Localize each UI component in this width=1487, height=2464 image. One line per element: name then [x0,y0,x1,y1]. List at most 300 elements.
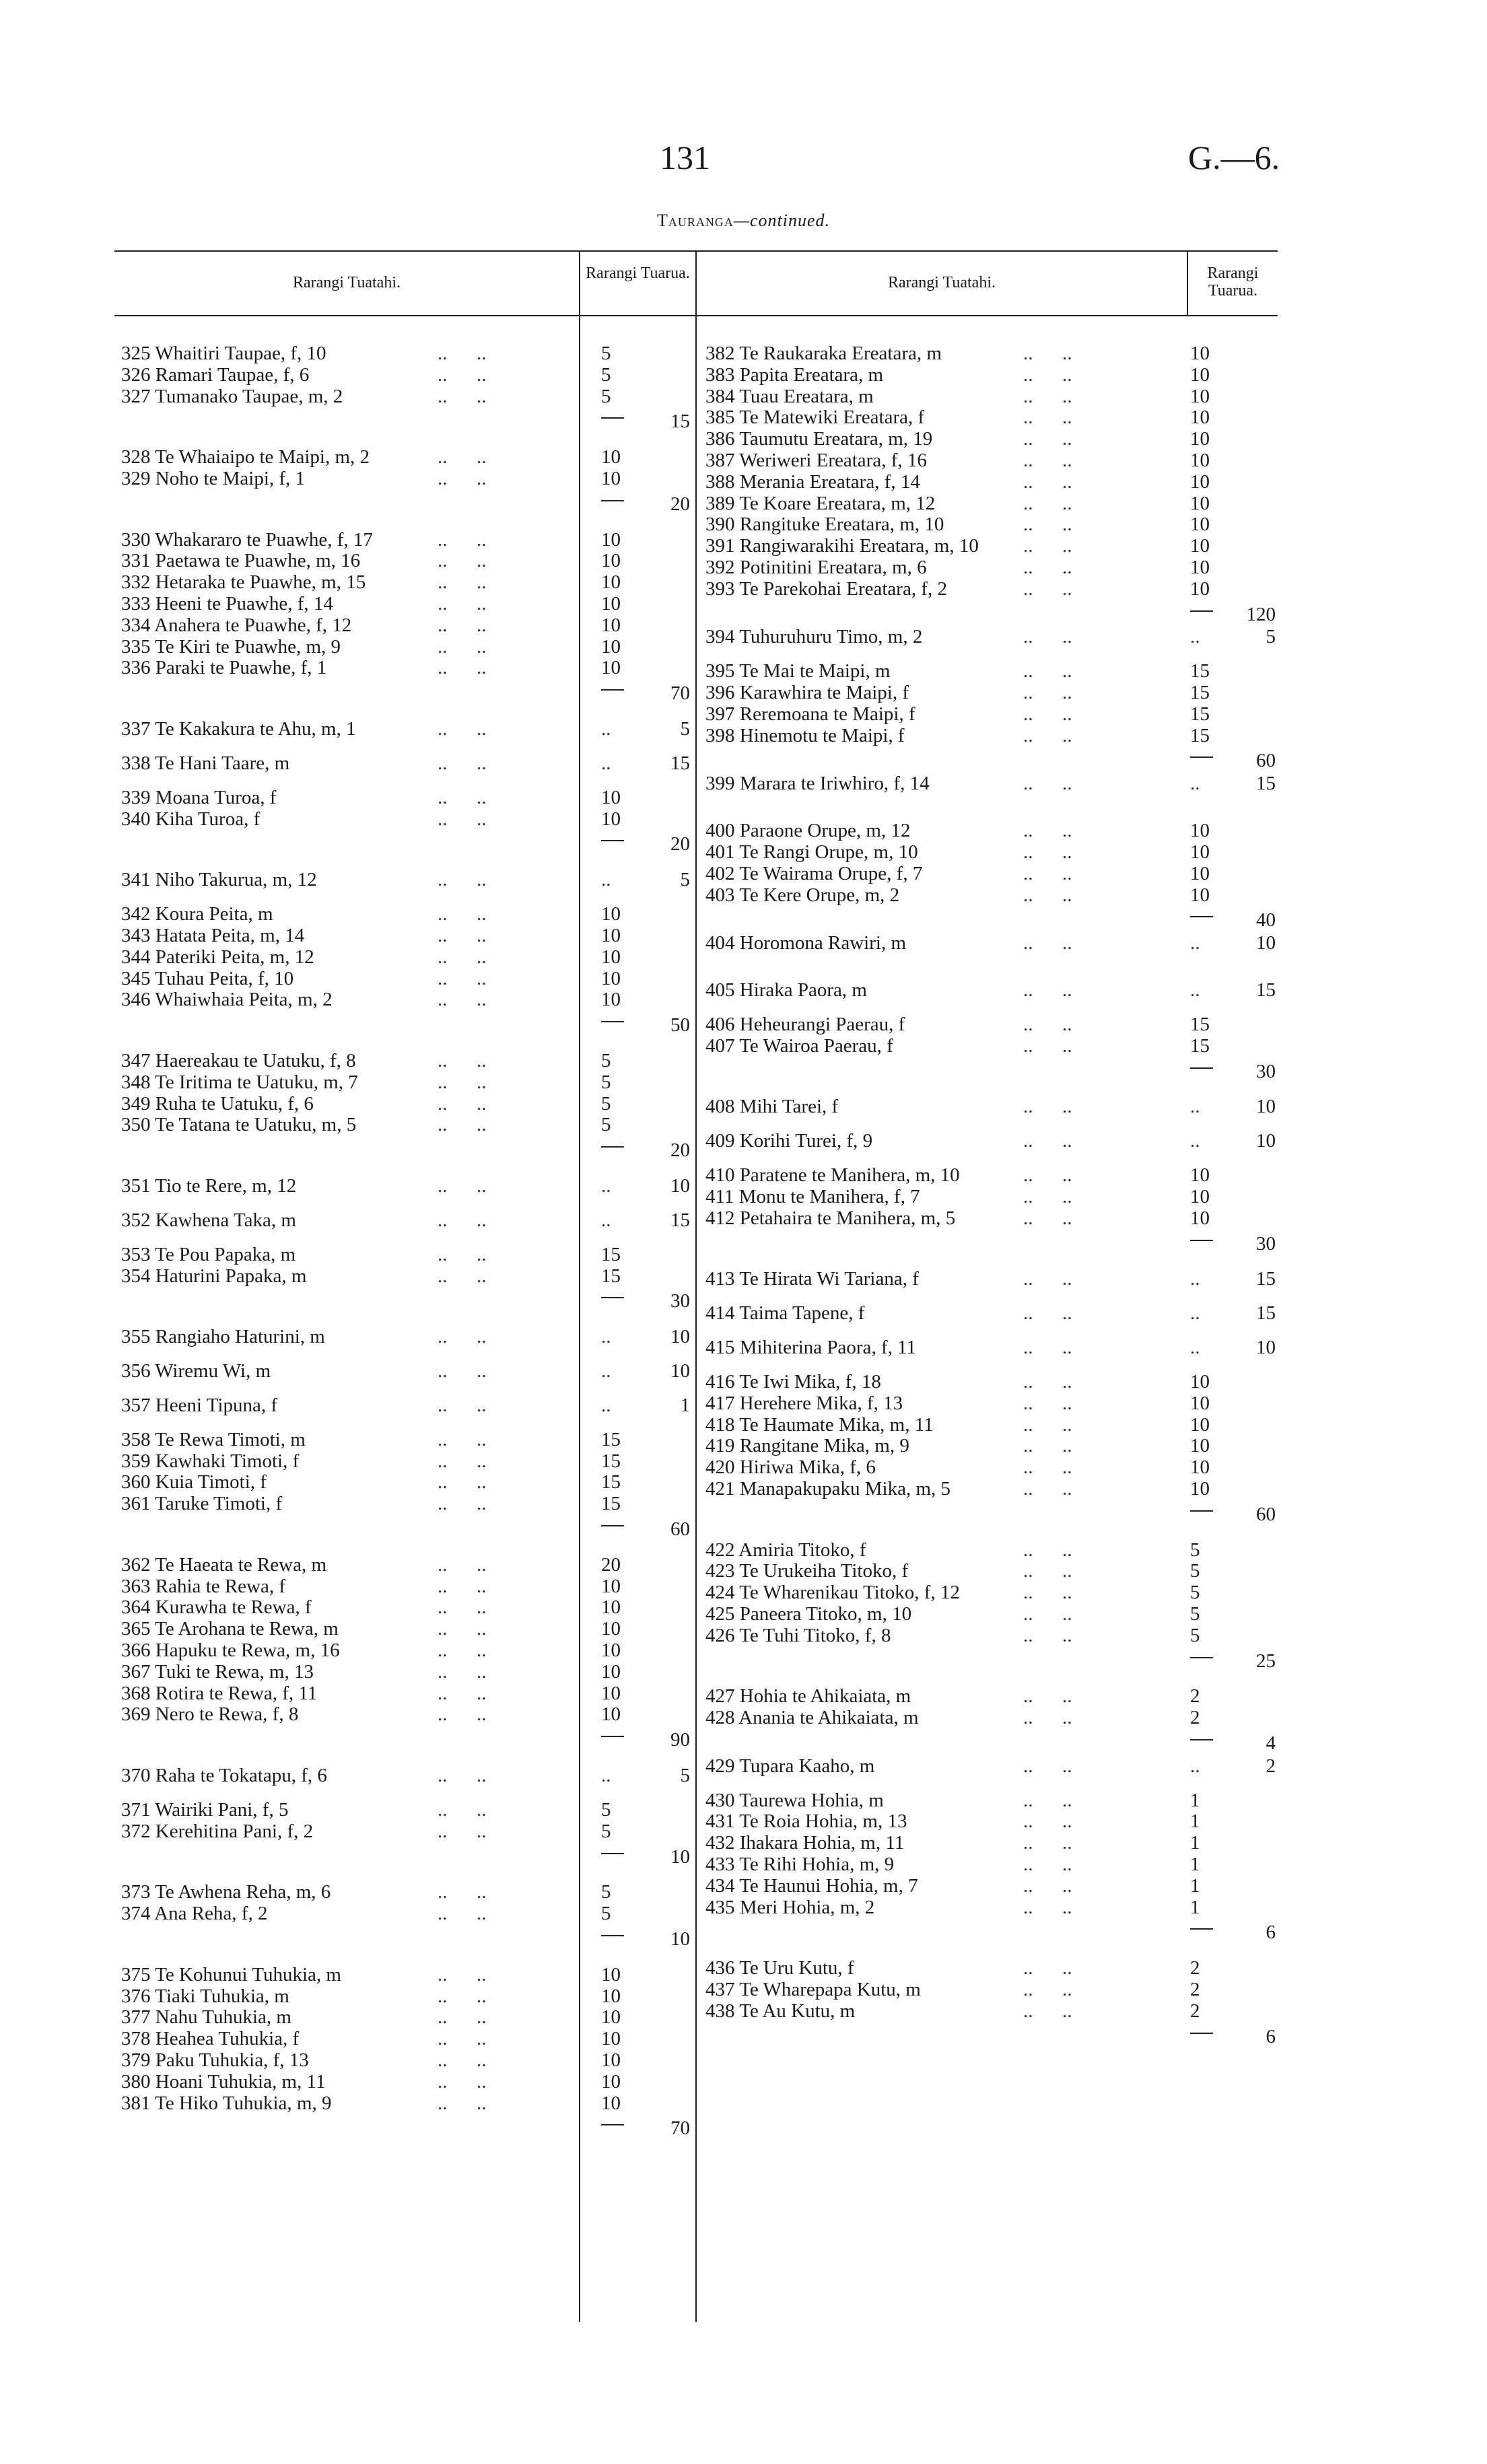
leader-dots: .. .. [1023,363,1072,386]
share-value: 10 [601,808,621,830]
leader-dots: .. .. [438,1640,487,1662]
leader-dots: .. .. [438,1450,487,1472]
leader-dots: .. .. [1023,1624,1072,1646]
share-value: 10 [1190,1413,1210,1436]
share-value: 10 [601,614,621,636]
entry-name: 399 Marara te Iriwhiro, f, 14 [705,773,930,795]
leader-dots: .. .. [1023,884,1072,906]
share-value: 10 [601,903,621,925]
share-value: 10 [601,550,621,572]
leader-dots: .. .. [438,1243,487,1265]
subtotal-value: 6 [1266,1922,1276,1944]
entry-name: 374 Ana Reha, f, 2 [121,1903,268,1925]
entry-name: 360 Kuia Timoti, f [121,1471,267,1493]
entry-name: 403 Te Kere Orupe, m, 2 [705,884,900,906]
total-value: 5 [680,1765,690,1787]
subtotal-value: 70 [670,682,690,705]
share-value: 10 [601,946,621,968]
entry-name: 438 Te Au Kutu, m [705,2000,856,2022]
leader-dots: .. .. [438,2070,487,2092]
leader-dots: .. .. [438,550,487,572]
leader-dots: .. .. [1023,1370,1072,1393]
entry-name: 392 Potinitini Ereatara, m, 6 [705,557,927,578]
subtotal-value: 120 [1246,603,1276,625]
share-value: 5 [1190,1582,1200,1604]
right-name-header: Rarangi Tuatahi. [888,274,996,291]
leader-dots: .. .. [1023,1707,1072,1729]
entry-name: 398 Hinemotu te Maipi, f [705,724,905,746]
entry-name: 394 Tuhuruhuru Timo, m, 2 [705,626,923,648]
share-value: 10 [601,1596,621,1619]
entry-name: 405 Hiraka Paora, m [705,979,867,1001]
share-value: 5 [601,1903,611,1925]
entry-name: 348 Te Iritima te Uatuku, m, 7 [121,1071,358,1093]
share-value: 15 [1190,1013,1210,1035]
subtotal-dash [1190,756,1213,758]
entry-name: 351 Tio te Rere, m, 12 [121,1175,297,1197]
share-value: 1 [1190,1896,1200,1918]
entry-name: 425 Paneera Titoko, m, 10 [705,1603,912,1625]
entry-name: 333 Heeni te Puawhe, f, 14 [121,593,333,615]
subtotal-value: 60 [1256,1503,1276,1525]
total-value: 2 [1266,1755,1276,1777]
subtotal-value: 20 [670,833,690,855]
share-value: 5 [1190,1539,1200,1561]
subtotal-dash [601,1853,624,1854]
entry-name: 387 Weriweri Ereatara, f, 16 [705,450,927,471]
leader-dots: .. .. [438,1765,487,1787]
entry-name: 389 Te Koare Ereatara, m, 12 [705,492,936,514]
entry-name: 428 Anania te Ahikaiata, m [705,1707,919,1729]
leader-dots: .. .. [1023,514,1072,536]
share-value: 2 [1190,1685,1200,1708]
column-divider-2 [695,250,697,2322]
entry-name: 340 Kiha Turoa, f [121,808,261,830]
subtotal-value: 90 [670,1729,690,1751]
leader-dots: .. .. [1023,385,1072,407]
entry-name: 346 Whaiwhaia Peita, m, 2 [121,989,333,1011]
total-value: 5 [680,869,690,891]
entry-name: 338 Te Hani Taare, m [121,752,290,774]
leader-dots: .. .. [438,869,487,891]
leader-dots: .. .. [1023,1560,1072,1582]
subtotal-dash [601,840,624,841]
entry-name: 395 Te Mai te Maipi, m [705,660,891,682]
entry-name: 332 Hetaraka te Puawhe, m, 15 [121,571,366,594]
leader-dots: .. .. [438,1071,487,1093]
share-value: 1 [1190,1810,1200,1833]
entry-name: 356 Wiremu Wi, m [121,1360,271,1382]
leader-dots: .. .. [438,1326,487,1348]
entry-name: 339 Moana Turoa, f [121,786,277,808]
entry-name: 401 Te Rangi Orupe, m, 10 [705,841,918,863]
leader-dots: .. .. [1023,932,1072,954]
entry-name: 367 Tuki te Rewa, m, 13 [121,1660,314,1683]
subtitle-place: Tauranga [656,211,734,230]
entry-name: 330 Whakararo te Puawhe, f, 17 [121,528,373,551]
share-value: 1 [1190,1789,1200,1811]
total-value: 10 [670,1175,690,1197]
leader-dots: .. .. [438,808,487,830]
total-value: 15 [1256,1302,1276,1325]
leader-dots: .. .. [1023,577,1072,600]
leader-dots: .. .. [438,989,487,1011]
leader-dots: .. .. [438,967,487,989]
leader-dots: .. [1190,979,1200,1001]
entry-name: 362 Te Haeata te Rewa, m [121,1553,327,1576]
entry-name: 379 Paku Tuhukia, f, 13 [121,2049,309,2072]
entry-name: 334 Anahera te Puawhe, f, 12 [121,614,352,636]
right-share-header: Rarangi Tuarua. [1207,265,1259,300]
leader-dots: .. .. [1023,1832,1072,1854]
entry-name: 372 Kerehitina Pani, f, 2 [121,1820,314,1842]
total-value: 10 [1256,1096,1276,1118]
share-value: 10 [1190,385,1210,407]
leader-dots: .. .. [1023,1755,1072,1777]
share-value: 10 [1190,1207,1210,1229]
share-value: 5 [601,1798,611,1821]
leader-dots: .. .. [1023,1185,1072,1207]
leader-dots: .. [601,1360,611,1382]
entry-name: 328 Te Whaiaipo te Maipi, m, 2 [121,446,370,468]
left-name-header: Rarangi Tuatahi. [293,274,401,291]
leader-dots: .. [1190,1302,1200,1325]
leader-dots: .. [1190,1268,1200,1290]
share-value: 5 [601,1881,611,1903]
leader-dots: .. .. [438,468,487,490]
leader-dots: .. .. [438,528,487,551]
share-value: 10 [601,593,621,615]
leader-dots: .. .. [1023,1013,1072,1035]
entry-name: 408 Mihi Tarei, f [705,1096,839,1118]
share-value: 10 [1190,470,1210,493]
entry-name: 370 Raha te Tokatapu, f, 6 [121,1765,327,1787]
entry-name: 396 Karawhira te Maipi, f [705,682,909,704]
leader-dots: .. .. [438,1493,487,1515]
share-value: 10 [601,635,621,658]
subtotal-value: 10 [670,1845,690,1868]
entry-name: 363 Rahia te Rewa, f [121,1575,286,1597]
share-value: 10 [601,1682,621,1704]
entry-name: 410 Paratene te Manihera, m, 10 [705,1164,960,1187]
entry-name: 431 Te Roia Hohia, m, 13 [705,1810,907,1833]
leader-dots: .. .. [438,343,487,364]
leader-dots: .. .. [1023,1477,1072,1500]
subtotal-value: 10 [670,1928,690,1950]
leader-dots: .. [601,1209,611,1231]
leader-dots: .. .. [1023,1810,1072,1833]
share-value: 5 [601,1820,611,1842]
entry-name: 371 Wairiki Pani, f, 5 [121,1798,289,1821]
leader-dots: .. .. [438,2028,487,2050]
total-value: 10 [1256,932,1276,954]
leader-dots: .. .. [1023,428,1072,450]
share-value: 15 [1190,682,1210,704]
leader-dots: .. .. [1023,626,1072,648]
share-value: 10 [601,786,621,808]
total-value: 10 [1256,1130,1276,1152]
subtotal-value: 25 [1256,1650,1276,1672]
share-value: 10 [1190,450,1210,471]
leader-dots: .. .. [438,1428,487,1450]
share-value: 15 [1190,703,1210,725]
entry-name: 373 Te Awhena Reha, m, 6 [121,1881,331,1903]
share-value: 10 [1190,557,1210,578]
subtotal-dash [601,1021,624,1022]
share-value: 10 [1190,514,1210,536]
leader-dots: .. [1190,1096,1200,1118]
share-value: 10 [601,924,621,946]
entry-name: 433 Te Rihi Hohia, m, 9 [705,1854,895,1876]
share-value: 10 [1190,884,1210,906]
subtotal-dash [601,1146,624,1148]
share-value: 10 [601,1963,621,1985]
leader-dots: .. [601,1326,611,1348]
leader-dots: .. .. [1023,1582,1072,1604]
entry-name: 409 Korihi Turei, f, 9 [705,1130,873,1152]
leader-dots: .. .. [438,786,487,808]
share-value: 10 [601,657,621,679]
total-value: 1 [680,1394,690,1416]
leader-dots: .. .. [438,593,487,615]
entry-name: 337 Te Kakakura te Ahu, m, 1 [121,718,356,740]
leader-dots: .. .. [1023,1337,1072,1359]
leader-dots: .. .. [438,1553,487,1576]
share-value: 15 [601,1265,621,1287]
share-value: 10 [1190,1477,1210,1500]
share-value: 10 [1190,1164,1210,1187]
leader-dots: .. [601,1765,611,1787]
share-value: 10 [601,446,621,468]
leader-dots: .. .. [1023,1456,1072,1479]
leader-dots: .. [1190,1755,1200,1777]
entry-name: 393 Te Parekohai Ereatara, f, 2 [705,577,947,600]
share-value: 10 [1190,820,1210,842]
subtotal-value: 4 [1266,1732,1276,1755]
entry-name: 343 Hatata Peita, m, 14 [121,924,305,946]
total-value: 15 [1256,773,1276,795]
leader-dots: .. .. [1023,1539,1072,1561]
subtotal-dash [1190,1928,1213,1930]
total-value: 15 [1256,1268,1276,1290]
entry-name: 397 Reremoana te Maipi, f [705,703,915,725]
share-value: 10 [601,571,621,594]
subtotal-dash [601,689,624,691]
leader-dots: .. .. [438,718,487,740]
leader-dots: .. [601,718,611,740]
leader-dots: .. .. [1023,1268,1072,1290]
share-value: 10 [601,528,621,551]
leader-dots: .. .. [438,1798,487,1821]
leader-dots: .. .. [438,2092,487,2114]
entry-name: 352 Kawhena Taka, m [121,1209,296,1231]
entry-name: 378 Heahea Tuhukia, f [121,2028,300,2050]
leader-dots: .. .. [438,385,487,407]
leader-dots: .. .. [438,946,487,968]
share-value: 15 [601,1428,621,1450]
leader-dots: .. .. [438,903,487,925]
leader-dots: .. .. [1023,1413,1072,1436]
entry-name: 430 Taurewa Hohia, m [705,1789,884,1811]
share-value: 10 [1190,1435,1210,1457]
entry-name: 386 Taumutu Ereatara, m, 19 [705,428,933,450]
entry-name: 435 Meri Hohia, m, 2 [705,1896,875,1918]
entry-name: 434 Te Haunui Hohia, m, 7 [705,1874,918,1897]
share-value: 15 [1190,724,1210,746]
entry-name: 390 Rangituke Ereatara, m, 10 [705,514,944,536]
entry-name: 365 Te Arohana te Rewa, m [121,1618,339,1640]
leader-dots: .. .. [438,614,487,636]
entry-name: 331 Paetawa te Puawhe, m, 16 [121,550,361,572]
leader-dots: .. .. [438,1903,487,1925]
entry-name: 437 Te Wharepapa Kutu, m [705,1979,921,2001]
entry-name: 342 Koura Peita, m [121,903,273,925]
share-value: 5 [601,385,611,407]
leader-dots: .. .. [1023,470,1072,493]
share-value: 2 [1190,2000,1200,2022]
share-value: 10 [1190,407,1210,429]
entry-name: 326 Ramari Taupae, f, 6 [121,363,310,386]
leader-dots: .. .. [438,1265,487,1287]
share-value: 10 [1190,1392,1210,1414]
leader-dots: .. [601,1175,611,1197]
page-number: 131 [660,139,710,176]
entry-name: 422 Amiria Titoko, f [705,1539,866,1561]
leader-dots: .. .. [438,1114,487,1136]
entry-name: 369 Nero te Rewa, f, 8 [121,1703,299,1726]
entry-name: 357 Heeni Tipuna, f [121,1394,277,1416]
entry-name: 361 Taruke Timoti, f [121,1493,283,1515]
share-value: 1 [1190,1832,1200,1854]
leader-dots: .. .. [438,2049,487,2072]
share-value: 10 [601,468,621,490]
leader-dots: .. .. [438,1471,487,1493]
entry-name: 325 Whaitiri Taupae, f, 10 [121,343,326,364]
share-value: 2 [1190,1979,1200,2001]
share-value: 15 [601,1450,621,1472]
leader-dots: .. .. [1023,703,1072,725]
entry-name: 381 Te Hiko Tuhukia, m, 9 [121,2092,332,2114]
leader-dots: .. .. [438,1985,487,2007]
entry-name: 423 Te Urukeiha Titoko, f [705,1560,909,1582]
share-value: 5 [601,1049,611,1071]
share-value: 10 [601,1575,621,1597]
leader-dots: .. [1190,1130,1200,1152]
subtotal-dash [601,1736,624,1737]
entry-name: 404 Horomona Rawiri, m [705,932,907,954]
share-value: 5 [1190,1560,1200,1582]
total-value: 15 [1256,979,1276,1001]
leader-dots: .. .. [438,635,487,658]
table-subtitle [0,211,1487,231]
leader-dots: .. .. [1023,1789,1072,1811]
entry-name: 406 Heheurangi Paerau, f [705,1013,905,1035]
total-value: 5 [680,718,690,740]
leader-dots: .. .. [1023,492,1072,514]
entry-name: 418 Te Haumate Mika, m, 11 [705,1413,934,1436]
subtotal-dash [1190,1510,1213,1512]
leader-dots: .. .. [1023,1034,1072,1057]
entry-name: 415 Mihiterina Paora, f, 11 [705,1337,917,1359]
leader-dots: .. .. [438,924,487,946]
leader-dots: .. .. [438,2006,487,2029]
leader-dots: .. [1190,626,1200,648]
entry-name: 382 Te Raukaraka Ereatara, m [705,343,942,364]
entry-name: 376 Tiaki Tuhukia, m [121,1985,289,2007]
share-value: 10 [1190,1370,1210,1393]
leader-dots: .. .. [438,1820,487,1842]
entry-name: 336 Paraki te Puawhe, f, 1 [121,657,327,679]
subtotal-value: 60 [670,1518,690,1541]
leader-dots: .. .. [438,752,487,774]
subtotal-dash [601,2124,624,2125]
subtotal-value: 15 [670,411,690,433]
leader-dots: .. .. [1023,535,1072,557]
entry-name: 407 Te Wairoa Paerau, f [705,1034,893,1057]
share-value: 10 [601,1660,621,1683]
subtotal-value: 40 [1256,909,1276,931]
share-value: 15 [601,1471,621,1493]
subtitle-continued: —continued. [733,211,831,230]
column-divider-1 [579,250,580,2322]
entry-name: 368 Rotira te Rewa, f, 11 [121,1682,318,1704]
leader-dots: .. .. [1023,1957,1072,1979]
leader-dots: .. .. [1023,841,1072,863]
entry-name: 384 Tuau Ereatara, m [705,385,874,407]
share-value: 5 [1190,1624,1200,1646]
entry-name: 424 Te Wharenikau Titoko, f, 12 [705,1582,960,1604]
leader-dots: .. .. [1023,1603,1072,1625]
entry-name: 341 Niho Takurua, m, 12 [121,869,317,891]
subtotal-dash [1190,1240,1213,1241]
leader-dots: .. .. [1023,1130,1072,1152]
leader-dots: .. .. [1023,660,1072,682]
leader-dots: .. .. [438,1596,487,1619]
subtotal-dash [1190,1067,1213,1069]
leader-dots: .. .. [438,1209,487,1231]
subtotal-value: 30 [670,1290,690,1312]
share-value: 10 [1190,363,1210,386]
subtotal-dash [601,1935,624,1936]
entry-name: 355 Rangiaho Haturini, m [121,1326,325,1348]
total-value: 10 [670,1360,690,1382]
share-value: 10 [601,2070,621,2092]
share-value: 10 [601,2028,621,2050]
leader-dots: .. .. [438,1618,487,1640]
entry-name: 344 Pateriki Peita, m, 12 [121,946,314,968]
subtotal-dash [1190,610,1213,612]
leader-dots: .. .. [438,1175,487,1197]
entry-name: 414 Taima Tapene, f [705,1302,865,1325]
subtotal-dash [1190,1739,1213,1740]
entry-name: 402 Te Wairama Orupe, f, 7 [705,862,923,884]
entry-name: 420 Hiriwa Mika, f, 6 [705,1456,876,1479]
entry-name: 426 Te Tuhi Titoko, f, 8 [705,1624,891,1646]
share-value: 15 [1190,1034,1210,1057]
entry-name: 411 Monu te Manihera, f, 7 [705,1185,920,1207]
leader-dots: .. .. [1023,1096,1072,1118]
entry-name: 353 Te Pou Papaka, m [121,1243,296,1265]
leader-dots: .. .. [1023,1302,1072,1325]
leader-dots: .. .. [438,446,487,468]
share-value: 1 [1190,1854,1200,1876]
leader-dots: .. .. [1023,1685,1072,1708]
leader-dots: .. .. [1023,682,1072,704]
entry-name: 421 Manapakupaku Mika, m, 5 [705,1477,951,1500]
leader-dots: .. .. [1023,862,1072,884]
entry-name: 380 Hoani Tuhukia, m, 11 [121,2070,326,2092]
share-value: 10 [601,2006,621,2029]
